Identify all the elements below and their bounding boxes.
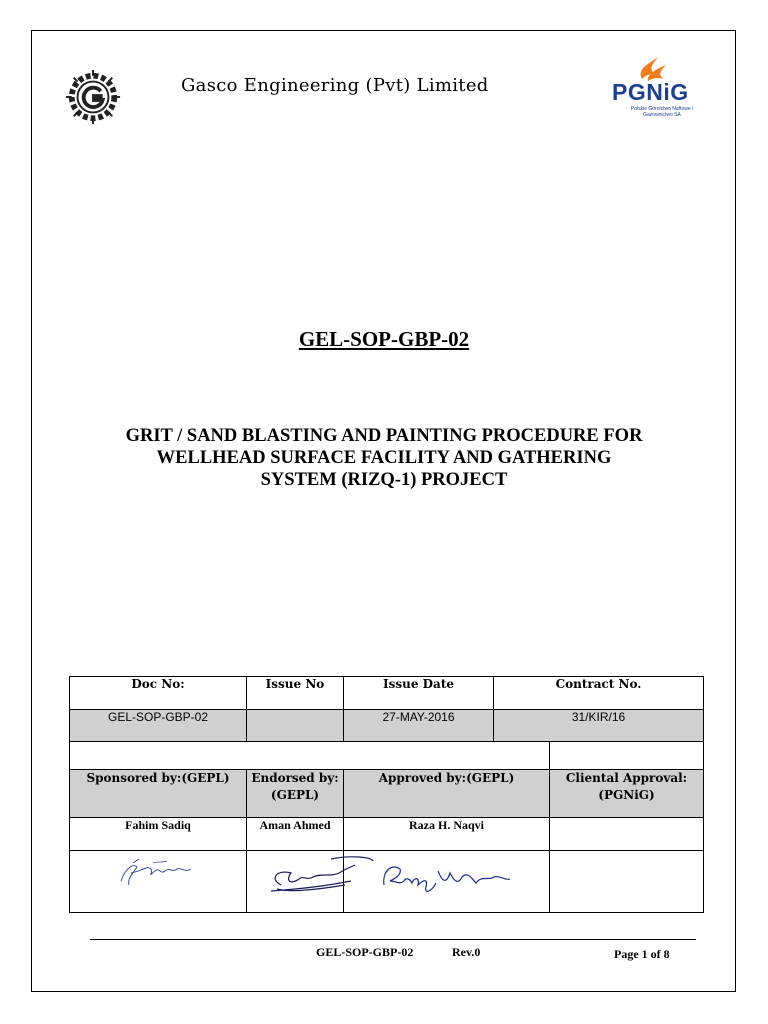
- contract-no-value: 31/KIR/16: [494, 710, 704, 742]
- contract-no-header: Contract No.: [494, 677, 704, 710]
- pgnig-tagline: Polskie Górnictwo Naftowe i Gazownictwo SA: [630, 106, 694, 118]
- footer-divider: [90, 939, 696, 940]
- pgnig-brand: PGNiG: [612, 79, 689, 105]
- endorsed-signature-cell: [247, 851, 344, 913]
- endorsed-by-name: Aman Ahmed: [247, 818, 344, 851]
- cliental-approval-line1: Cliental Approval:: [565, 771, 688, 785]
- approved-signature-cell: [344, 851, 550, 913]
- aman-signature: [251, 851, 391, 901]
- company-name: Gasco Engineering (Pvt) Limited: [181, 75, 489, 96]
- blank-cell: [70, 742, 550, 770]
- sponsored-by-name: Fahim Sadiq: [70, 818, 247, 851]
- cliental-approval-label: [550, 770, 704, 818]
- title-line-1: GRIT / SAND BLASTING AND PAINTING PROCEDURE FOR: [125, 426, 643, 446]
- footer-doc-number: GEL-SOP-GBP-02: [316, 945, 414, 959]
- approved-by-name: Raza H. Naqvi: [344, 818, 550, 851]
- document-title: [90, 425, 678, 491]
- issue-no-header: Issue No: [247, 677, 344, 710]
- endorsed-by-label: Endorsed by:(GEPL): [247, 770, 344, 818]
- doc-no-header: Doc No:: [70, 677, 247, 710]
- cliental-approval-name: [550, 818, 704, 851]
- blank-cell-right: [550, 742, 704, 770]
- issue-date-header: Issue Date: [344, 677, 494, 710]
- issue-no-value: [247, 710, 344, 742]
- document-number: GEL-SOP-GBP-02: [298, 327, 470, 351]
- sponsored-by-label: Sponsored by:(GEPL): [70, 770, 247, 818]
- document-info-table: [69, 676, 704, 913]
- fahim-signature: [103, 851, 213, 891]
- footer-page-number: Page 1 of 8: [614, 947, 670, 961]
- title-line-3: SYSTEM (RIZQ-1) PROJECT: [260, 470, 508, 490]
- doc-no-value: GEL-SOP-GBP-02: [70, 710, 247, 742]
- raza-signature: [372, 851, 522, 901]
- issue-date-value: 27-MAY-2016: [344, 710, 494, 742]
- approved-by-label: Approved by:(GEPL): [344, 770, 550, 818]
- pgnig-logo: [608, 55, 708, 127]
- cliental-approval-line2: (PGNiG): [598, 788, 655, 802]
- sponsored-signature-cell: [70, 851, 247, 913]
- title-line-2: WELLHEAD SURFACE FACILITY AND GATHERING: [156, 448, 612, 468]
- footer-revision: Rev.0: [452, 945, 481, 959]
- gear-g-logo-icon: [64, 68, 122, 126]
- cliental-signature-cell: [550, 851, 704, 913]
